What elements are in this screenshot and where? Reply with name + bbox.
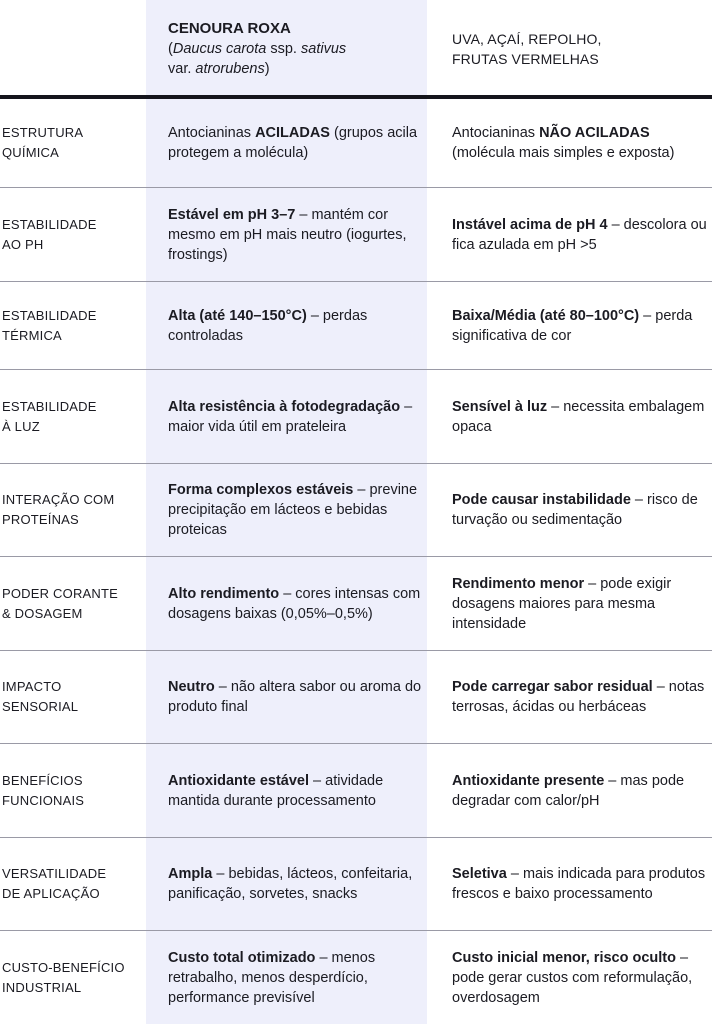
other-cell: Sensível à luz – necessita embalagem opaca: [452, 398, 705, 435]
table-row: [0, 931, 712, 1024]
row-label: ESTABILIDADE TÉRMICA: [2, 307, 97, 343]
cenoura-cell: Ampla – bebidas, lácteos, confeitaria, panificação, sorvetes, snacks: [168, 866, 413, 902]
header-cenoura-roxa: [168, 19, 418, 79]
table-row: [0, 464, 712, 556]
table-row: [0, 744, 712, 837]
other-cell: Pode causar instabilidade – risco de turvação ou sedimentação: [452, 492, 698, 528]
cenoura-cell: Antioxidante estável – atividade mantida durante processamento: [168, 772, 384, 809]
header-other-line1: UVA, AÇAÍ, REPOLHO,: [452, 31, 602, 47]
header-other-line2: FRUTAS VERMELHAS: [452, 51, 599, 67]
header-other-sources: [452, 29, 702, 69]
cenoura-cell: Antocianinas ACILADAS (grupos acila protegem a molécula): [168, 125, 418, 161]
cenoura-cell: Alta (até 140–150°C) – perdas controladas: [168, 307, 368, 344]
row-label: ESTABILIDADE AO PH: [2, 216, 97, 252]
other-cell: Custo inicial menor, risco oculto – pode gerar custos com reformulação, overdosagem: [452, 949, 693, 1006]
other-cell: Instável acima de pH 4 – descolora ou fica azulada em pH >5: [452, 216, 707, 253]
header-scientific-name: (Daucus carota ssp. sativus var. atrorubens): [168, 41, 347, 77]
table-row: [0, 838, 712, 930]
other-cell: Antioxidante presente – mas pode degradar com calor/pH: [452, 772, 685, 809]
table-row: [0, 557, 712, 650]
table-row: [0, 370, 712, 463]
row-label: IMPACTO SENSORIAL: [2, 679, 79, 714]
other-cell: Pode carregar sabor residual – notas terrosas, ácidas ou herbáceas: [452, 679, 705, 715]
cenoura-cell: Alta resistência à fotodegradação – maior vida útil em prateleira: [168, 398, 413, 435]
other-cell: Antocianinas NÃO ACILADAS (molécula mais simples e exposta): [452, 125, 675, 161]
table-row: [0, 188, 712, 281]
row-label: INTERAÇÃO COM PROTEÍNAS: [2, 492, 115, 527]
other-cell: Seletiva – mais indicada para produtos frescos e baixo processamento: [452, 866, 706, 902]
cenoura-cell: Alto rendimento – cores intensas com dosagens baixas (0,05%–0,5%): [168, 585, 421, 622]
row-label: PODER CORANTE & DOSAGEM: [2, 585, 119, 621]
row-label: VERSATILIDADE DE APLICAÇÃO: [2, 866, 107, 901]
table-row: [0, 651, 712, 743]
row-label: CUSTO-BENEFÍCIO INDUSTRIAL: [2, 959, 125, 995]
row-label: ESTRUTURA QUÍMICA: [2, 125, 84, 160]
cenoura-cell: Neutro – não altera sabor ou aroma do produto final: [168, 679, 422, 715]
cenoura-cell: Custo total otimizado – menos retrabalho, menos desperdício, performance previsível: [168, 949, 376, 1006]
row-label: ESTABILIDADE À LUZ: [2, 398, 97, 434]
table-row: [0, 282, 712, 369]
table-header: [0, 0, 712, 95]
other-cell: Rendimento menor – pode exigir dosagens maiores para mesma intensidade: [452, 575, 672, 632]
table-row: [0, 99, 712, 187]
cenoura-cell: Estável em pH 3–7 – mantém cor mesmo em pH mais neutro (iogurtes, frostings): [168, 206, 407, 263]
row-label: BENEFÍCIOS FUNCIONAIS: [2, 772, 85, 808]
header-title: CENOURA ROXA: [168, 20, 291, 37]
cenoura-cell: Forma complexos estáveis – previne precipitação em lácteos e bebidas proteicas: [168, 482, 418, 538]
other-cell: Baixa/Média (até 80–100°C) – perda significativa de cor: [452, 307, 693, 344]
